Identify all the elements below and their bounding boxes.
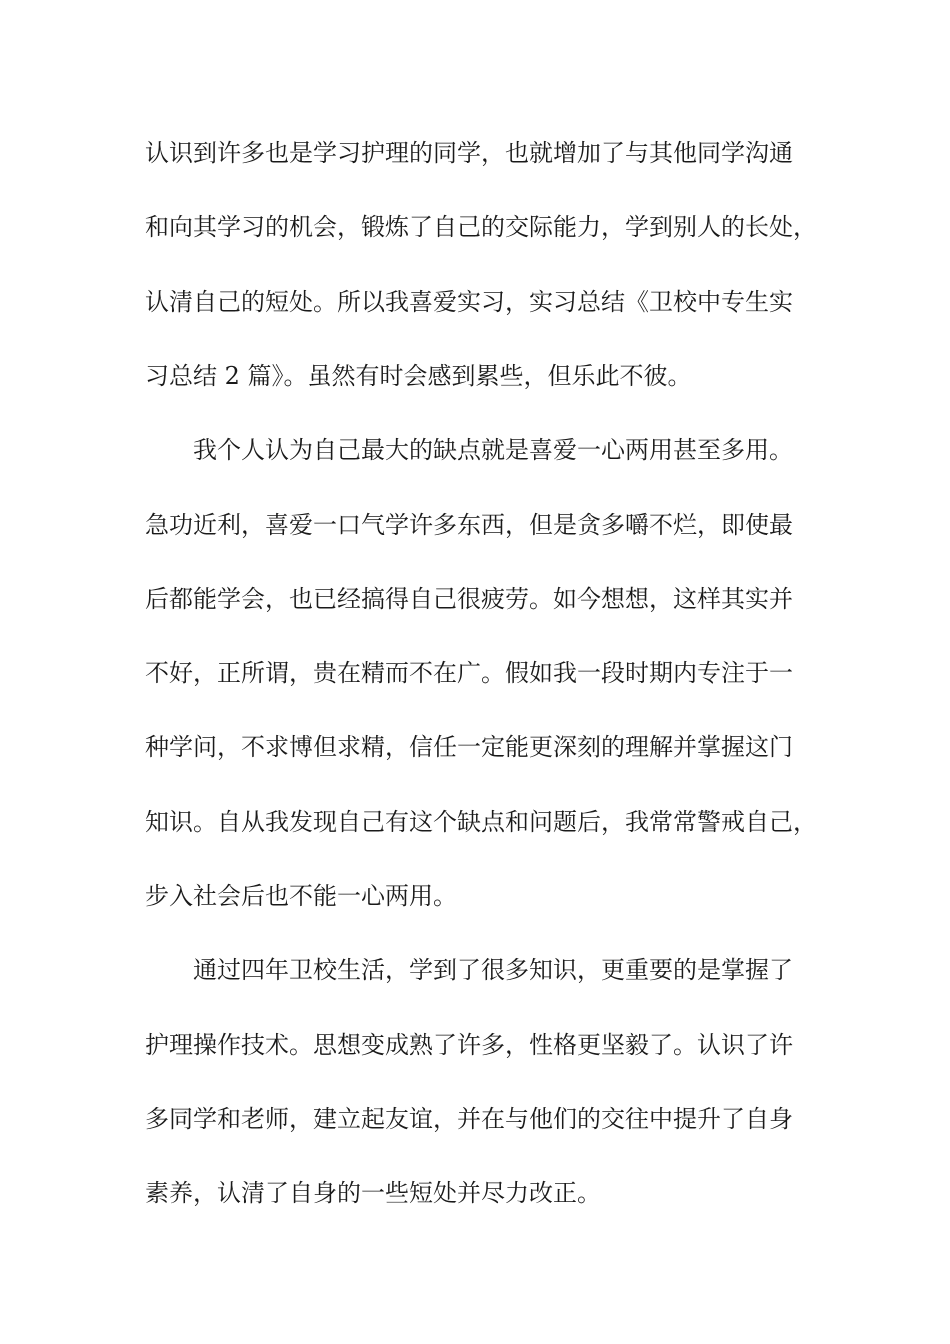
text-line: 多同学和老师，建立起友谊，并在与他们的交往中提升了自身: [145, 1105, 793, 1133]
text-line: 认识到许多也是学习护理的同学，也就增加了与其他同学沟通: [145, 139, 793, 167]
text-line: 习总结 2 篇》。虽然有时会感到累些，但乐此不彼。: [145, 362, 692, 390]
text-line: 步入社会后也不能一心两用。: [145, 882, 457, 910]
paragraph-first-line: 我个人认为自己最大的缺点就是喜爱一心两用甚至多用。: [193, 436, 793, 464]
text-line: 种学问，不求博但求精，信任一定能更深刻的理解并掌握这门: [145, 733, 793, 761]
text-line: 急功近利，喜爱一口气学许多东西，但是贪多嚼不烂，即使最: [145, 511, 793, 539]
text-line: 和向其学习的机会，锻炼了自己的交际能力，学到别人的长处，: [145, 213, 817, 241]
text-line: 后都能学会，也已经搞得自己很疲劳。如今想想，这样其实并: [145, 585, 793, 613]
text-line: 素养，认清了自身的一些短处并尽力改正。: [145, 1179, 601, 1207]
text-line: 认清自己的短处。所以我喜爱实习，实习总结《卫校中专生实: [145, 288, 793, 316]
paragraph-first-line: 通过四年卫校生活，学到了很多知识，更重要的是掌握了: [193, 956, 793, 984]
text-line: 不好，正所谓，贵在精而不在广。假如我一段时期内专注于一: [145, 659, 793, 687]
text-line: 护理操作技术。思想变成熟了许多，性格更坚毅了。认识了许: [145, 1031, 793, 1059]
text-line: 知识。自从我发现自己有这个缺点和问题后，我常常警戒自己，: [145, 808, 817, 836]
